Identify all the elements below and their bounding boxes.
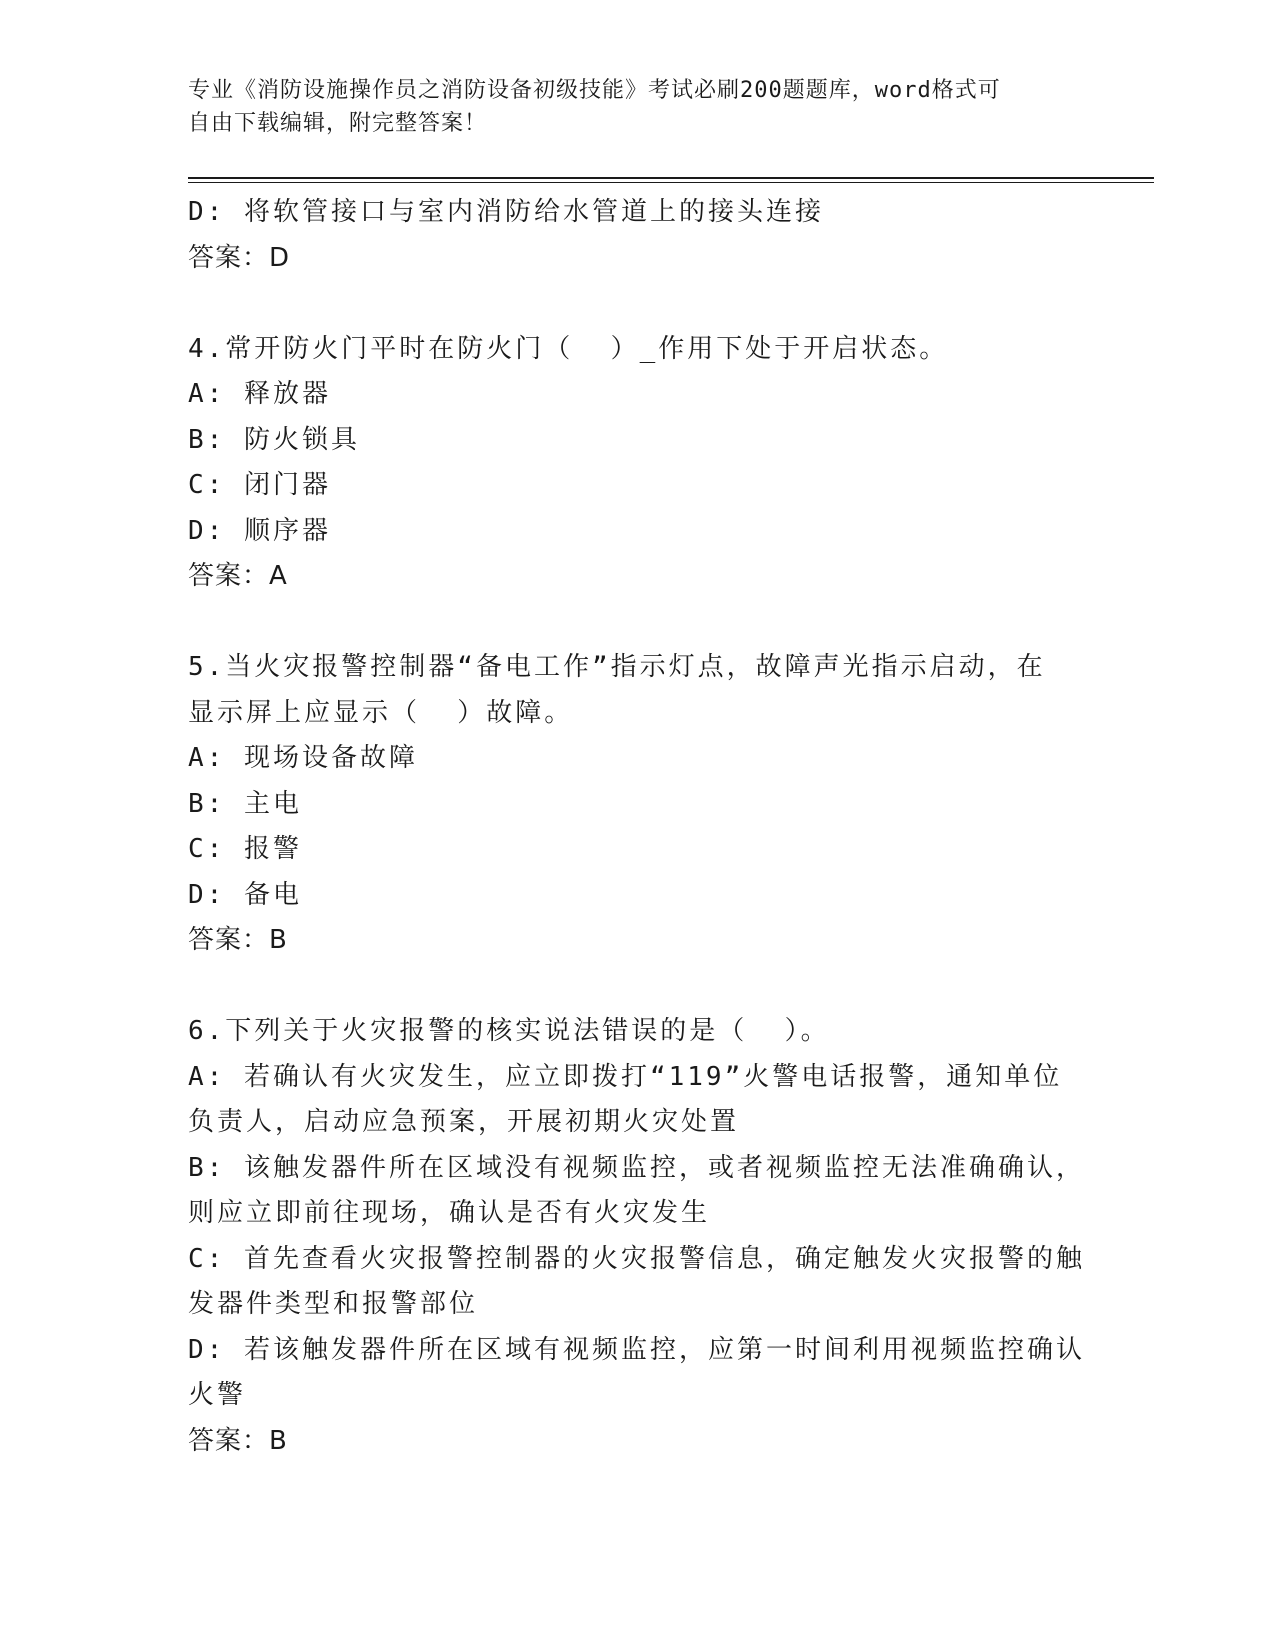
option-b-line-1: B: 该触发器件所在区域没有视频监控，或者视频监控无法准确确认， xyxy=(188,1152,1085,1183)
option-b: B: 防火锁具 xyxy=(188,424,360,455)
option-c-line-2: 发器件类型和报警部位 xyxy=(188,1289,479,1319)
question-stem-line-1: 5.当火灾报警控制器“备电工作”指示灯点，故障声光指示启动，在 xyxy=(188,652,1046,682)
question-stem: 6.下列关于火灾报警的核实说法错误的是（ ）。 xyxy=(188,1016,830,1046)
question-stem: 4.常开防火门平时在防火门（ ）_作用下处于开启状态。 xyxy=(188,333,949,364)
question-stem-line-2: 显示屏上应显示（ ）故障。 xyxy=(188,697,574,728)
option-c: C: 闭门器 xyxy=(188,470,331,500)
header-title-line-2: 自由下载编辑，附完整答案！ xyxy=(188,111,488,136)
question-6 xyxy=(188,1009,1088,1464)
page-header xyxy=(188,74,1068,140)
option-c: C: 报警 xyxy=(188,834,302,864)
spacer xyxy=(188,964,1088,1010)
question-5 xyxy=(188,645,1088,964)
option-d: D: 顺序器 xyxy=(188,515,331,546)
header-divider-thick xyxy=(188,177,1154,179)
spacer xyxy=(188,281,1088,327)
option-d-line-2: 火警 xyxy=(188,1380,247,1410)
header-divider-thin xyxy=(188,182,1154,183)
answer-label: 答案：D xyxy=(188,242,291,273)
answer-label: 答案：A xyxy=(188,561,288,591)
option-d: D: 将软管接口与室内消防给水管道上的接头连接 xyxy=(188,197,824,227)
answer-label: 答案：B xyxy=(188,1425,288,1456)
option-a: A: 现场设备故障 xyxy=(188,743,418,773)
option-b: B: 主电 xyxy=(188,788,302,819)
header-title-line-1: 专业《消防设施操作员之消防设备初级技能》考试必刷200题题库，word格式可 xyxy=(188,78,1001,103)
option-c-line-1: C: 首先查看火灾报警控制器的火灾报警信息，确定触发火灾报警的触 xyxy=(188,1243,1085,1274)
spacer xyxy=(188,600,1088,646)
option-b-line-2: 则应立即前往现场，确认是否有火灾发生 xyxy=(188,1198,711,1228)
option-a: A: 释放器 xyxy=(188,379,331,409)
question-4 xyxy=(188,327,1088,600)
question-list xyxy=(188,190,1088,1464)
answer-label: 答案：B xyxy=(188,925,288,955)
option-d: D: 备电 xyxy=(188,879,302,910)
option-a-line-1: A: 若确认有火灾发生，应立即拨打“119”火警电话报警，通知单位 xyxy=(188,1061,1063,1092)
option-a-line-2: 负责人，启动应急预案，开展初期火灾处置 xyxy=(188,1107,740,1137)
option-d-line-1: D: 若该触发器件所在区域有视频监控，应第一时间利用视频监控确认 xyxy=(188,1334,1085,1365)
question-3-tail xyxy=(188,190,1088,281)
